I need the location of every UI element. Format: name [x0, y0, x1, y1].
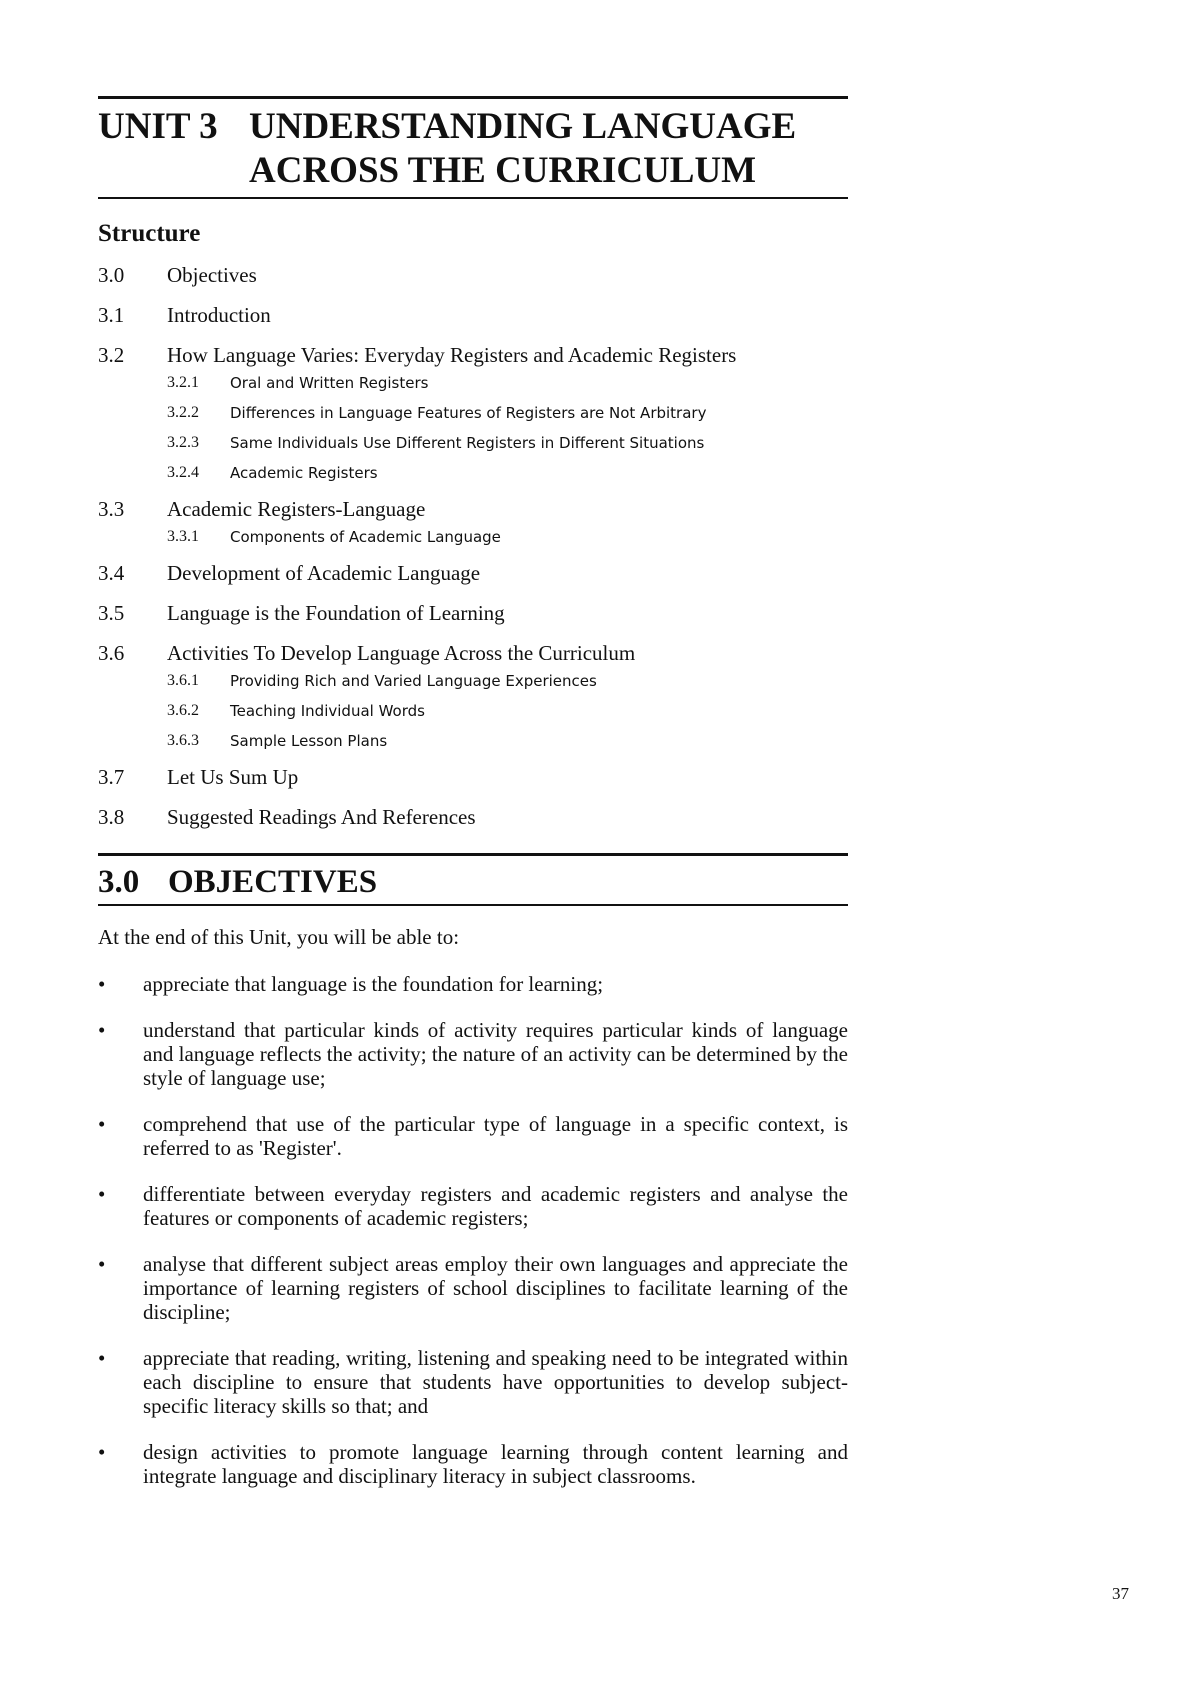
- objective-item: [98, 1440, 848, 1488]
- toc-item-label: Objectives: [167, 263, 257, 287]
- unit-title-line-1: UNDERSTANDING LANGUAGE: [249, 106, 797, 147]
- toc-item-label: Academic Registers-Language: [167, 497, 426, 521]
- toc-item: [98, 763, 848, 791]
- objective-text: appreciate that language is the foundation for learning;: [143, 972, 604, 996]
- objectives-bottom-rule: [98, 904, 848, 906]
- bullet-icon: •: [98, 1252, 106, 1276]
- toc-item: [98, 599, 848, 627]
- toc-subitem-label: Differences in Language Features of Registers are Not Arbitrary: [230, 404, 707, 422]
- bullet-icon: •: [98, 1346, 106, 1370]
- objectives-heading: [98, 856, 848, 904]
- objectives-title: OBJECTIVES: [168, 864, 378, 900]
- toc-subitem: [98, 671, 848, 691]
- toc-subitem-number: 3.2.1: [167, 374, 199, 391]
- bullet-icon: •: [98, 972, 106, 996]
- toc-item-label: Language is the Foundation of Learning: [167, 601, 505, 625]
- unit-title-line-2: ACROSS THE CURRICULUM: [249, 150, 757, 191]
- bullet-icon: •: [98, 1182, 106, 1206]
- toc-subitem: [98, 527, 848, 547]
- toc-subitem-label: Components of Academic Language: [230, 528, 501, 546]
- title-bottom-rule: [98, 197, 848, 199]
- toc-subitem-label: Same Individuals Use Different Registers in Different Situations: [230, 434, 705, 452]
- toc-item-number: 3.2: [98, 343, 125, 367]
- toc-subitem: [98, 731, 848, 751]
- objective-item: [98, 1346, 848, 1418]
- toc-subitem-number: 3.2.3: [167, 434, 199, 451]
- toc-subitem: [98, 701, 848, 721]
- toc-item: [98, 301, 848, 329]
- objective-text: analyse that different subject areas employ their own languages and appreciate the importance of learning registers of school disciplines to facilitate learning of the discipline;: [143, 1252, 848, 1324]
- toc-item-number: 3.7: [98, 765, 125, 789]
- objective-text: comprehend that use of the particular type of language in a specific context, is referred to as 'Register'.: [143, 1112, 848, 1160]
- toc-subitem-number: 3.6.1: [167, 672, 199, 689]
- toc-subitem-label: Academic Registers: [230, 464, 378, 482]
- toc-item: [98, 559, 848, 587]
- toc-item-label: Introduction: [167, 303, 271, 327]
- toc-item-label: Suggested Readings And References: [167, 805, 476, 829]
- unit-number: UNIT 3: [98, 106, 218, 147]
- toc-subitem-label: Teaching Individual Words: [230, 702, 425, 720]
- objective-item: [98, 1018, 848, 1090]
- toc-subitem: [98, 463, 848, 483]
- toc-item-number: 3.5: [98, 601, 125, 625]
- objective-item: [98, 1252, 848, 1324]
- unit-title: [98, 99, 848, 197]
- document-page: [98, 96, 848, 1488]
- toc-subitem-label: Sample Lesson Plans: [230, 732, 388, 750]
- toc-item: [98, 639, 848, 667]
- toc-item: [98, 261, 848, 289]
- toc-subitem: [98, 433, 848, 453]
- objective-text: design activities to promote language learning through content learning and integrate language and disciplinary literacy in subject classrooms.: [143, 1440, 848, 1488]
- objective-text: understand that particular kinds of activity requires particular kinds of language and language reflects the activity; the nature of an activity can be determined by the style of language use;: [143, 1018, 848, 1090]
- objective-text: differentiate between everyday registers and academic registers and analyse the features or components of academic registers;: [143, 1182, 848, 1230]
- toc-subitem-label: Oral and Written Registers: [230, 374, 429, 392]
- toc-item: [98, 803, 848, 831]
- bullet-icon: •: [98, 1018, 106, 1042]
- toc-subitem-number: 3.2.4: [167, 464, 199, 481]
- toc-item-number: 3.8: [98, 805, 125, 829]
- toc-item-number: 3.4: [98, 561, 125, 585]
- objectives-list: [98, 972, 848, 1488]
- structure-heading: Structure: [98, 220, 201, 247]
- toc-item-number: 3.1: [98, 303, 125, 327]
- objective-item: [98, 1112, 848, 1160]
- toc-subitem-number: 3.3.1: [167, 528, 199, 545]
- toc-item-number: 3.0: [98, 263, 125, 287]
- toc-item-number: 3.6: [98, 641, 125, 665]
- toc-item: [98, 341, 848, 369]
- toc-item: [98, 495, 848, 523]
- bullet-icon: •: [98, 1112, 106, 1136]
- toc-item-label: Development of Academic Language: [167, 561, 481, 585]
- toc-item-label: Let Us Sum Up: [167, 765, 299, 789]
- objective-text: appreciate that reading, writing, listening and speaking need to be integrated within each discipline to ensure that students have opportunities to develop subject-specific literacy skills so that; and: [143, 1346, 848, 1418]
- toc-subitem-number: 3.2.2: [167, 404, 199, 421]
- toc-subitem-number: 3.6.2: [167, 702, 199, 719]
- objectives-intro: At the end of this Unit, you will be able to:: [98, 925, 460, 949]
- objective-item: [98, 1182, 848, 1230]
- toc-item-number: 3.3: [98, 497, 125, 521]
- toc-item-label: How Language Varies: Everyday Registers and Academic Registers: [167, 343, 737, 367]
- objectives-number: 3.0: [98, 864, 140, 900]
- toc-subitem: [98, 373, 848, 393]
- bullet-icon: •: [98, 1440, 106, 1464]
- objective-item: [98, 972, 848, 996]
- table-of-contents: [98, 261, 848, 831]
- toc-subitem: [98, 403, 848, 423]
- toc-subitem-number: 3.6.3: [167, 732, 199, 749]
- toc-subitem-label: Providing Rich and Varied Language Experiences: [230, 672, 597, 690]
- page-number: 37: [1112, 1584, 1129, 1603]
- toc-item-label: Activities To Develop Language Across the Curriculum: [167, 641, 636, 665]
